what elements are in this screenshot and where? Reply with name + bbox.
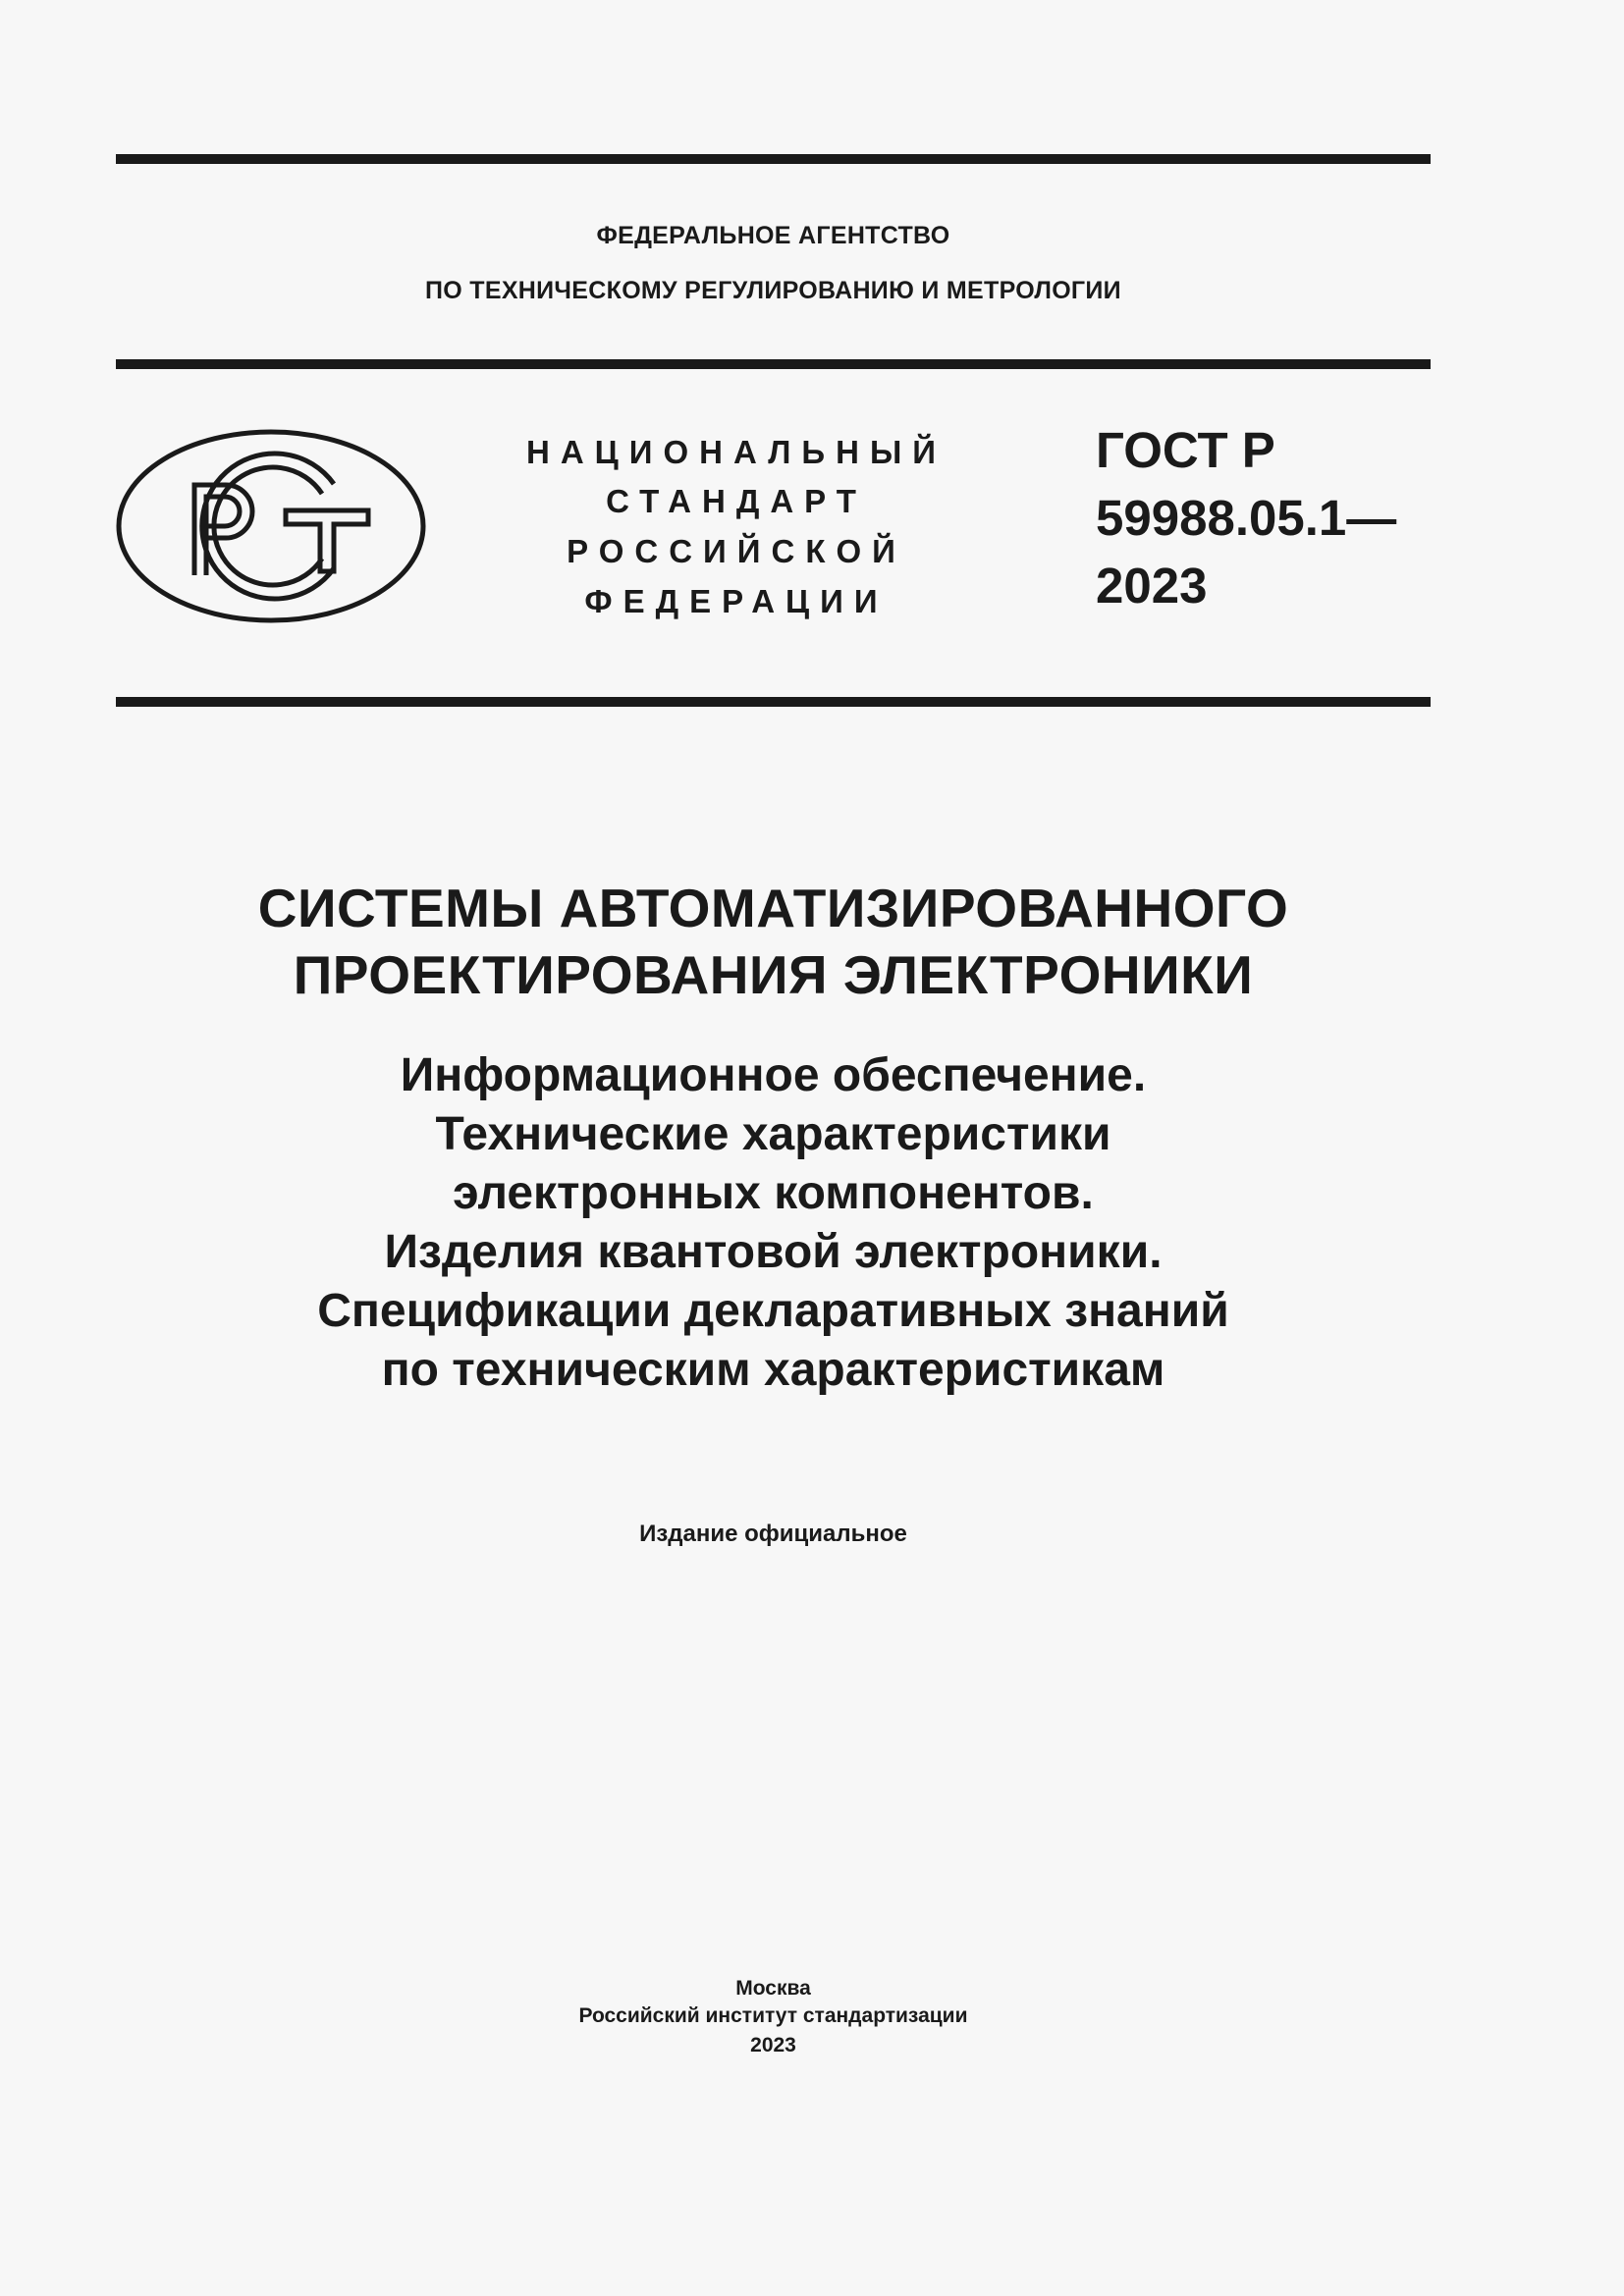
document-subtitle-line-3: электронных компонентов. [453,1167,1094,1219]
official-edition-label: Издание официальное [639,1521,907,1547]
document-subtitle-line-4: Изделия квантовой электроники. [384,1226,1163,1278]
standard-designation-line-1: ГОСТ Р [1096,422,1275,478]
document-subtitle-line-5: Спецификации декларативных знаний [317,1285,1229,1337]
top-rule [116,154,1431,164]
imprint-publisher: Российский институт стандартизации [578,2004,968,2027]
document-subtitle-line-1: Информационное обеспечение. [400,1049,1147,1101]
national-standard-line-2: СТАНДАРТ [606,483,867,519]
document-subtitle-line-6: по техническим характеристикам [381,1344,1165,1396]
document-title-line-1: СИСТЕМЫ АВТОМАТИЗИРОВАННОГО [257,878,1289,938]
document-title-line-2: ПРОЕКТИРОВАНИЯ ЭЛЕКТРОНИКИ [293,944,1254,1005]
header-divider-rule [116,359,1431,369]
document-subtitle-line-2: Технические характеристики [435,1108,1111,1160]
agency-name-line-2: ПО ТЕХНИЧЕСКОМУ РЕГУЛИРОВАНИЮ И МЕТРОЛОГИИ [425,277,1121,304]
standard-designation-line-3: 2023 [1096,558,1208,614]
national-standard-line-3: РОССИЙСКОЙ [567,533,906,569]
imprint-year: 2023 [750,2034,796,2056]
national-standard-line-1: НАЦИОНАЛЬНЫЙ [526,434,947,470]
bottom-header-rule [116,697,1431,707]
agency-name-line-1: ФЕДЕРАЛЬНОЕ АГЕНТСТВО [596,222,950,249]
standard-designation-line-2: 59988.05.1— [1096,490,1397,546]
national-standard-line-4: ФЕДЕРАЦИИ [584,583,889,619]
imprint-city: Москва [735,1977,811,2000]
rst-logo-icon [116,428,426,624]
